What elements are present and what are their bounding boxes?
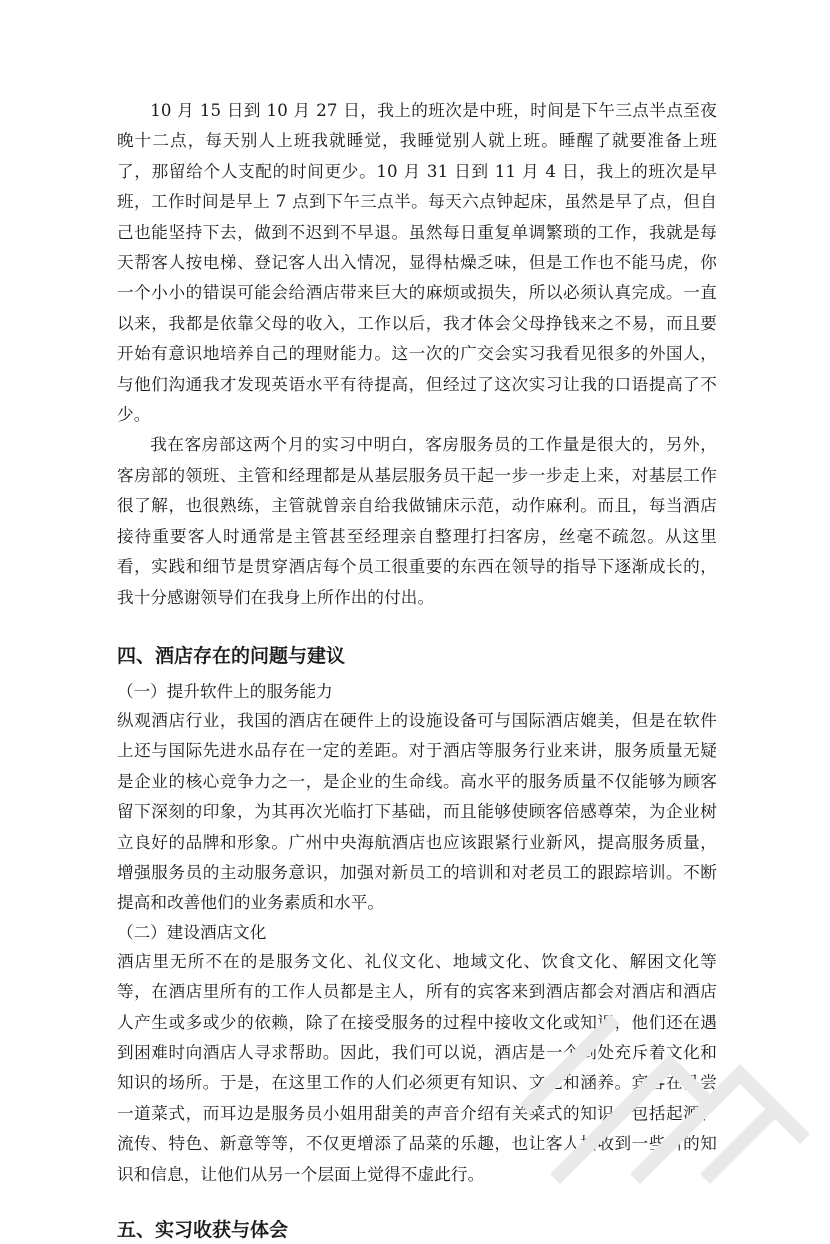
subsection-1-body: 纵观酒店行业，我国的酒店在硬件上的设施设备可与国际酒店媲美，但是在软件上还与国际先进水品存在一定的差距。对于酒店等服务行业来讲，服务质量无疑是企业的核心竞争力之一，是企业的生命线。高水平的服务质量不仅能够为顾客留下深刻的印象，为其再次光临打下基础，而且能够使顾客倍感尊荣，为企业树立良好的品牌和形象。广州中央海航酒店也应该跟紧行业新风，提高服务质量，增强服务员的主动服务意识，加强对新员工的培训和对老员工的跟踪培训。不断提高和改善他们的业务素质和水平。 [117,710,717,913]
spacer [117,670,717,678]
section-4-title: 四、酒店存在的问题与建议 [117,644,346,667]
spacer [117,613,717,642]
subsection-1-title: （一）提升软件上的服务能力 [117,681,333,701]
section-5-title: 五、实习收获与体会 [117,1219,289,1241]
subsection-2-body: 酒店里无所不在的是服务文化、礼仪文化、地域文化、饮食文化、解困文化等等，在酒店里所有的工作人员都是主人，所有的宾客来到酒店都会对酒店和酒店人产生或多或少的依赖，除了在接受服务的过程中接收文化或知识，他们还在遇到困难时向酒店人寻求帮助。因此，我们可以说，酒店是一个到处充斥着文化和知识的场所。于是，在这里工作的人们必须更有知识、文化和涵养。宾客在品尝一道菜式，而耳边是服务员小姐用甜美的声音介绍有关菜式的知识，包括起源、流传、特色、新意等等，不仅更增添了品菜的乐趣，也让客人接收到一些新的知识和信息，让他们从另一个层面上觉得不虚此行。 [117,951,717,1184]
paragraph-housekeeping: 我在客房部这两个月的实习中明白，客房服务员的工作量是很大的，另外，客房部的领班、主管和经理都是从基层服务员干起一步一步走上来，对基层工作很了解，也很熟练，主管就曾亲自给我做铺床示范，动作麻利。而且，每当酒店接待重要客人时通常是主管甚至经理亲自整理打扫客房，丝毫不疏忽。从这里看，实践和细节是贯穿酒店每个员工很重要的东西在领导的指导下逐渐成长的，我十分感谢领导们在我身上所作出的付出。 [117,435,717,607]
spacer [117,1190,717,1216]
subsection-2-title: （二）建设酒店文化 [117,922,267,942]
document-body [117,96,717,1244]
paragraph-shift-schedule: 10 月 15 日到 10 月 27 日，我上的班次是中班，时间是下午三点半点至夜晚十二点，每天别人上班我就睡觉，我睡觉别人就上班。睡醒了就要准备上班了，那留给个人支配的时间更少。10 月 31 日到 11 月 4 日，我上的班次是早班，工作时间是早上 7 点到下午三点半。每天六点钟起床，虽然是早了点，但自己也能坚持下去，做到不迟到不早退。虽然每日重复单调繁琐的工作，我就是每天帮客人按电梯、登记客人出入情况，显得枯燥乏味，但是工作也不能马虎，你一个小小的错误可能会给酒店带来巨大的麻烦或损失，所以必须认真完成。一直以来，我都是依靠父母的收入，工作以后，我才体会父母挣钱来之不易，而且要开始有意识地培养自己的理财能力。这一次的广交会实习我看见很多的外国人，与他们沟通我才发现英语水平有待提高，但经过了这次实习让我的口语提高了不少。 [117,101,717,425]
